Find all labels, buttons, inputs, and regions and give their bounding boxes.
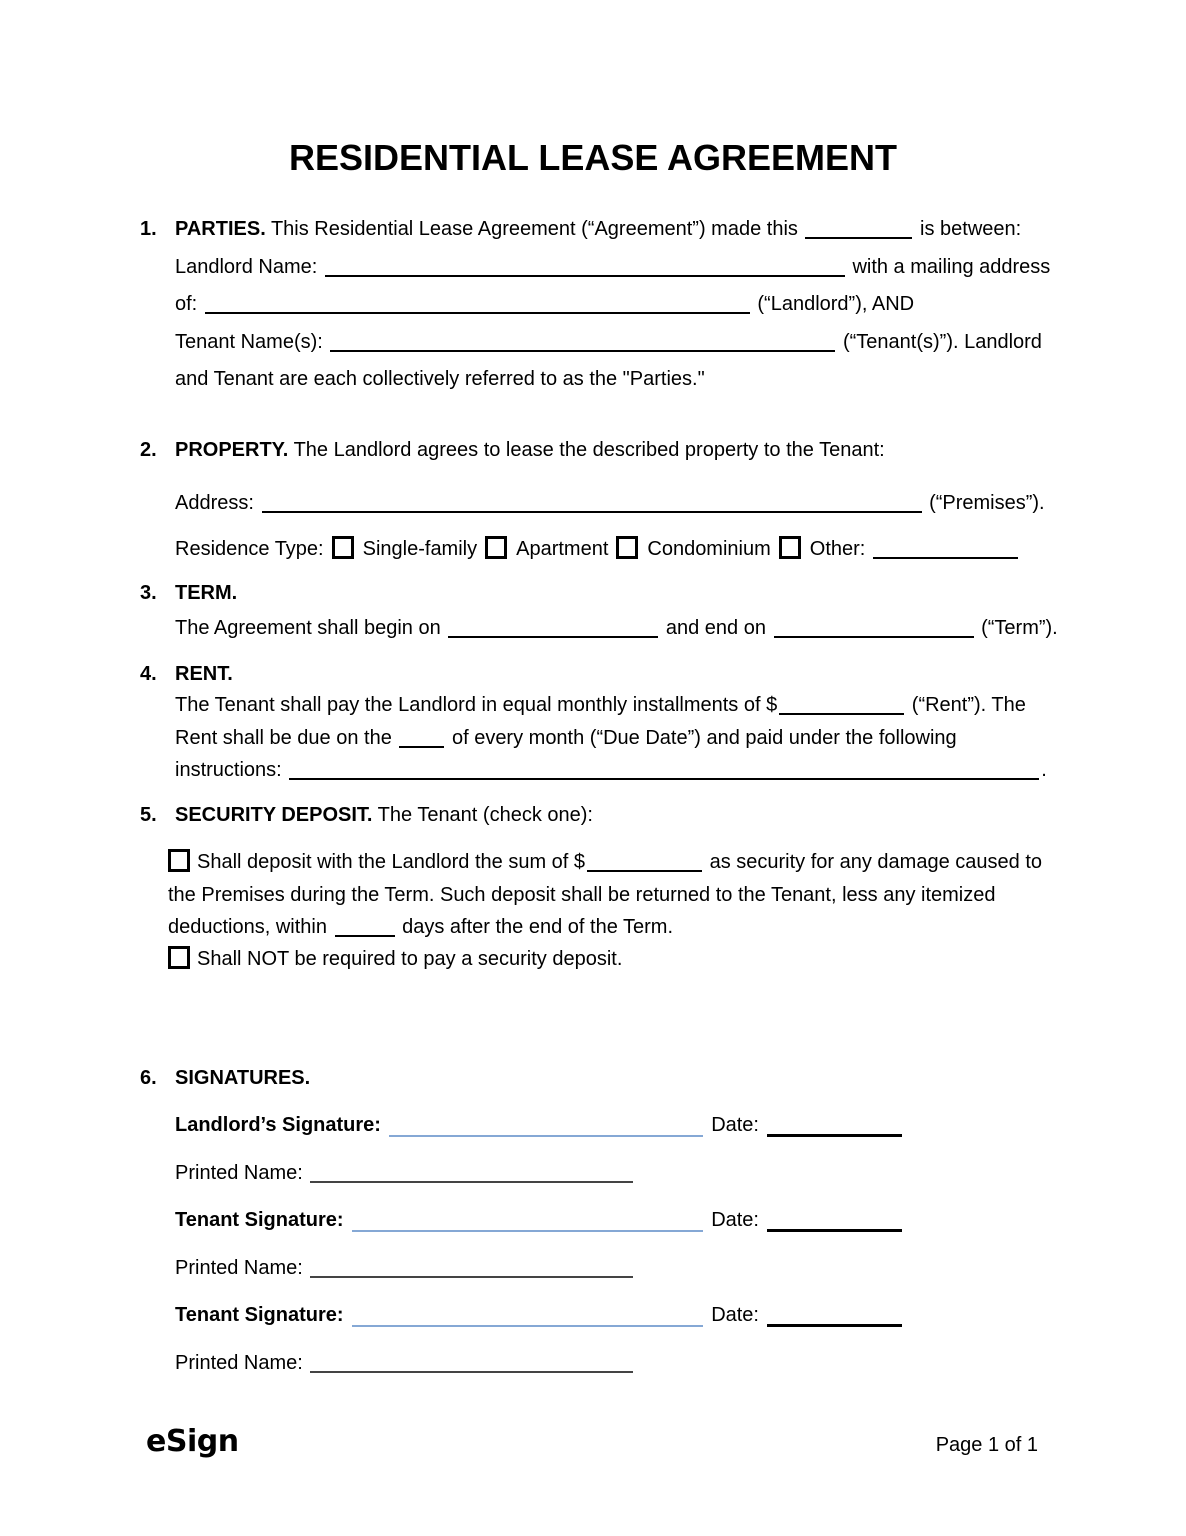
deposit-option-2-text: Shall NOT be required to pay a security deposit.: [197, 948, 623, 970]
tenant1-printed-name-row: [175, 1256, 635, 1280]
term-end-text: and end on: [665, 617, 766, 639]
landlord-signature-date-blank[interactable]: [767, 1114, 902, 1137]
term-suffix: (“Term”).: [981, 617, 1058, 639]
rent-due-day-blank[interactable]: [399, 728, 444, 748]
parties-intro-tail: is between:: [920, 218, 1022, 240]
tenant-names-tail: (“Tenant(s)”). Landlord: [842, 331, 1042, 353]
landlord-printed-name-row: [175, 1161, 635, 1185]
no-deposit-checkbox[interactable]: [168, 946, 190, 969]
landlord-address-tail: (“Landlord”), AND: [757, 293, 915, 315]
residence-other-checkbox[interactable]: [779, 536, 801, 559]
instructions-label: instructions:: [175, 759, 282, 781]
residence-single-family-label: Single-family: [362, 538, 478, 560]
tenant2-signature-line[interactable]: [352, 1305, 704, 1327]
term-heading-line: [140, 581, 237, 605]
residence-other-blank[interactable]: [873, 539, 1018, 559]
tenant1-signature-label: Tenant Signature:: [175, 1209, 344, 1231]
section-number: 3.: [140, 582, 157, 604]
rent-amount-text: The Tenant shall pay the Landlord in equal monthly installments of $: [175, 694, 778, 716]
residence-other-label: Other:: [809, 538, 866, 560]
parties-tenant-line: [175, 330, 1042, 354]
deposit-intro-text: The Tenant (check one):: [377, 804, 593, 826]
lease-start-date-blank[interactable]: [448, 618, 658, 638]
premises-address-blank[interactable]: [262, 493, 922, 513]
deposit-return-days-blank[interactable]: [335, 917, 395, 937]
section-heading: TERM.: [175, 582, 238, 604]
parties-landlord-line: [175, 255, 1050, 279]
address-label: Address:: [175, 492, 254, 514]
tenant1-signature-date-blank[interactable]: [767, 1209, 902, 1232]
instructions-period: .: [1041, 759, 1047, 781]
rent-due-tail: of every month (“Due Date”) and paid under the following: [451, 727, 957, 749]
rent-heading-line: [140, 662, 233, 686]
section-heading: PARTIES.: [175, 218, 266, 240]
rent-amount-tail: (“Rent”). The: [911, 694, 1026, 716]
landlord-name-label: Landlord Name:: [175, 256, 318, 278]
section-heading: RENT.: [175, 663, 233, 685]
agreement-date-blank[interactable]: [805, 219, 912, 239]
section-number: 1.: [140, 218, 157, 240]
lease-end-date-blank[interactable]: [774, 618, 974, 638]
deposit-option-1: [168, 846, 1048, 944]
page-number: Page 1 of 1: [935, 1434, 1038, 1456]
deposit-option-1-tail: days after the end of the Term.: [402, 916, 674, 938]
term-begin-text: The Agreement shall begin on: [175, 617, 441, 639]
tenant2-signature-row: [175, 1303, 902, 1327]
rent-due-line: [175, 726, 957, 750]
signatures-heading-line: [140, 1066, 310, 1090]
tenant2-signature-date-blank[interactable]: [767, 1304, 902, 1327]
tenant-names-label: Tenant Name(s):: [175, 331, 323, 353]
tenant1-signature-row: [175, 1208, 902, 1232]
deposit-heading-line: [140, 803, 593, 827]
residence-apartment-checkbox[interactable]: [485, 536, 507, 559]
parties-closing-text: and Tenant are each collectively referred to as the "Parties.": [175, 368, 705, 390]
printed-name-label: Printed Name:: [175, 1257, 303, 1279]
landlord-signature-line[interactable]: [389, 1115, 703, 1137]
tenant2-printed-name-row: [175, 1351, 635, 1375]
parties-intro-text: This Residential Lease Agreement (“Agreement”) made this: [270, 218, 798, 240]
printed-name-label: Printed Name:: [175, 1352, 303, 1374]
deposit-option-2: [168, 946, 622, 971]
deposit-option-1-text: Shall deposit with the Landlord the sum of $: [197, 851, 586, 873]
payment-instructions-blank[interactable]: [289, 760, 1039, 780]
section-heading: PROPERTY.: [175, 439, 289, 461]
section-number: 2.: [140, 439, 157, 461]
property-address-line: [175, 491, 1045, 515]
deposit-required-checkbox[interactable]: [168, 849, 190, 872]
property-intro-text: The Landlord agrees to lease the described property to the Tenant:: [293, 439, 885, 461]
section-number: 4.: [140, 663, 157, 685]
residence-condominium-label: Condominium: [647, 538, 771, 560]
printed-name-label: Printed Name:: [175, 1162, 303, 1184]
monthly-rent-amount-blank[interactable]: [779, 695, 904, 715]
landlord-signature-label: Landlord’s Signature:: [175, 1114, 381, 1136]
landlord-address-blank[interactable]: [205, 294, 750, 314]
rent-amount-line: [175, 693, 1026, 717]
rent-instructions-line: [175, 758, 1047, 782]
date-label: Date:: [711, 1114, 759, 1136]
rent-due-text: Rent shall be due on the: [175, 727, 392, 749]
parties-heading-line: [140, 217, 1021, 241]
residence-type-label: Residence Type:: [175, 538, 324, 560]
landlord-signature-row: [175, 1113, 902, 1137]
section-number: 6.: [140, 1067, 157, 1089]
esign-logo: eSign: [146, 1424, 239, 1459]
landlord-name-tail: with a mailing address: [852, 256, 1051, 278]
parties-closing-line: [175, 367, 705, 391]
residence-apartment-label: Apartment: [516, 538, 609, 560]
tenant-names-blank[interactable]: [330, 332, 835, 352]
residence-single-family-checkbox[interactable]: [332, 536, 354, 559]
residence-condominium-checkbox[interactable]: [616, 536, 638, 559]
date-label: Date:: [711, 1209, 759, 1231]
premises-suffix: (“Premises”).: [929, 492, 1045, 514]
tenant1-printed-name-blank[interactable]: [310, 1258, 633, 1278]
term-dates-line: [175, 616, 1058, 640]
tenant1-signature-line[interactable]: [352, 1210, 704, 1232]
deposit-amount-blank[interactable]: [587, 852, 702, 872]
document-title: RESIDENTIAL LEASE AGREEMENT: [288, 137, 898, 178]
residence-type-line: [175, 536, 1020, 561]
of-label: of:: [175, 293, 198, 315]
section-number: 5.: [140, 804, 157, 826]
date-label: Date:: [711, 1304, 759, 1326]
section-heading: SECURITY DEPOSIT.: [175, 804, 373, 826]
landlord-name-blank[interactable]: [325, 257, 845, 277]
tenant2-signature-label: Tenant Signature:: [175, 1304, 344, 1326]
landlord-printed-name-blank[interactable]: [310, 1163, 633, 1183]
deposit-option-1-mid: as security for any damage caused to the Premises during the Term. Such deposit shall be returned to the Tenant, less any itemized deductions, within: [168, 851, 1042, 938]
property-heading-line: [140, 438, 885, 462]
section-heading: SIGNATURES.: [175, 1067, 311, 1089]
tenant2-printed-name-blank[interactable]: [310, 1353, 633, 1373]
parties-address-line: [175, 292, 914, 316]
